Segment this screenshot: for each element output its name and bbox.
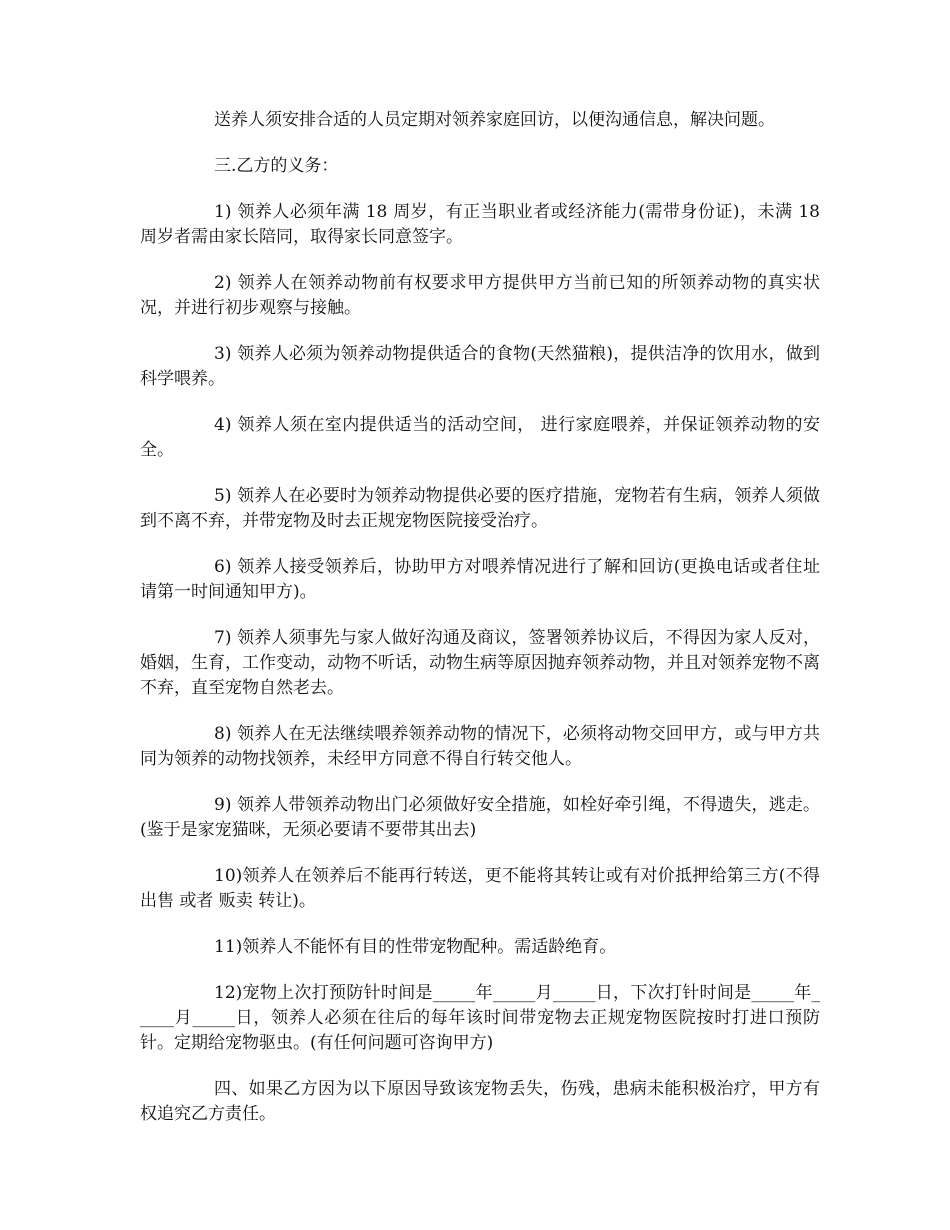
clause-10: 10)领养人在领养后不能再行转送，更不能将其转让或有对价抵押给第三方(不得出售 或者 贩卖 转让)。 xyxy=(140,866,820,911)
clause-1: 1) 领养人必须年满 18 周岁，有正当职业者或经济能力(需带身份证)，未满 18 周岁者需由家长陪同，取得家长同意签字。 xyxy=(140,202,820,247)
section-heading-party-b-obligations: 三.乙方的义务： xyxy=(214,156,339,176)
clause-12: 12)宠物上次打预防针时间是_____年_____月_____日，下次打针时间是_____年_____月_____日，领养人必须在往后的每年该时间带宠物去正规宠物医院按时打进口预防针。定期给宠物驱虫。(有任何问题可咨询甲方) xyxy=(140,983,820,1053)
clause-9: 9) 领养人带领养动物出门必须做好安全措施，如栓好牵引绳，不得遗失，逃走。(鉴于是家宠猫咪，无须必要请不要带其出去) xyxy=(140,795,820,840)
clause-7: 7) 领养人须事先与家人做好沟通及商议，签署领养协议后，不得因为家人反对，婚姻，生育，工作变动，动物不听话，动物生病等原因抛弃领养动物，并且对领养宠物不离不弃，直至宠物自然老去。 xyxy=(140,628,820,698)
clause-8: 8) 领养人在无法继续喂养领养动物的情况下，必须将动物交回甲方，或与甲方共同为领养的动物找领养，未经甲方同意不得自行转交他人。 xyxy=(140,724,820,769)
section-four: 四、如果乙方因为以下原因导致该宠物丢失，伤残，患病未能积极治疗，甲方有权追究乙方责任。 xyxy=(140,1079,820,1124)
clause-5: 5) 领养人在必要时为领养动物提供必要的医疗措施，宠物若有生病，领养人须做到不离不弃，并带宠物及时去正规宠物医院接受治疗。 xyxy=(140,486,820,531)
clause-2: 2) 领养人在领养动物前有权要求甲方提供甲方当前已知的所领养动物的真实状况，并进行初步观察与接触。 xyxy=(140,273,820,318)
clause-4: 4) 领养人须在室内提供适当的活动空间， 进行家庭喂养，并保证领养动物的安全。 xyxy=(140,415,820,460)
paragraph-revisit: 送养人须安排合适的人员定期对领养家庭回访，以便沟通信息，解决问题。 xyxy=(214,110,775,130)
clause-6: 6) 领养人接受领养后，协助甲方对喂养情况进行了解和回访(更换电话或者住址请第一时间通知甲方)。 xyxy=(140,557,820,602)
clause-3: 3) 领养人必须为领养动物提供适合的食物(天然猫粮)，提供洁净的饮用水，做到科学喂养。 xyxy=(140,344,820,389)
clause-11: 11)领养人不能怀有目的性带宠物配种。需适龄绝育。 xyxy=(214,937,617,957)
document-body xyxy=(140,108,820,1148)
